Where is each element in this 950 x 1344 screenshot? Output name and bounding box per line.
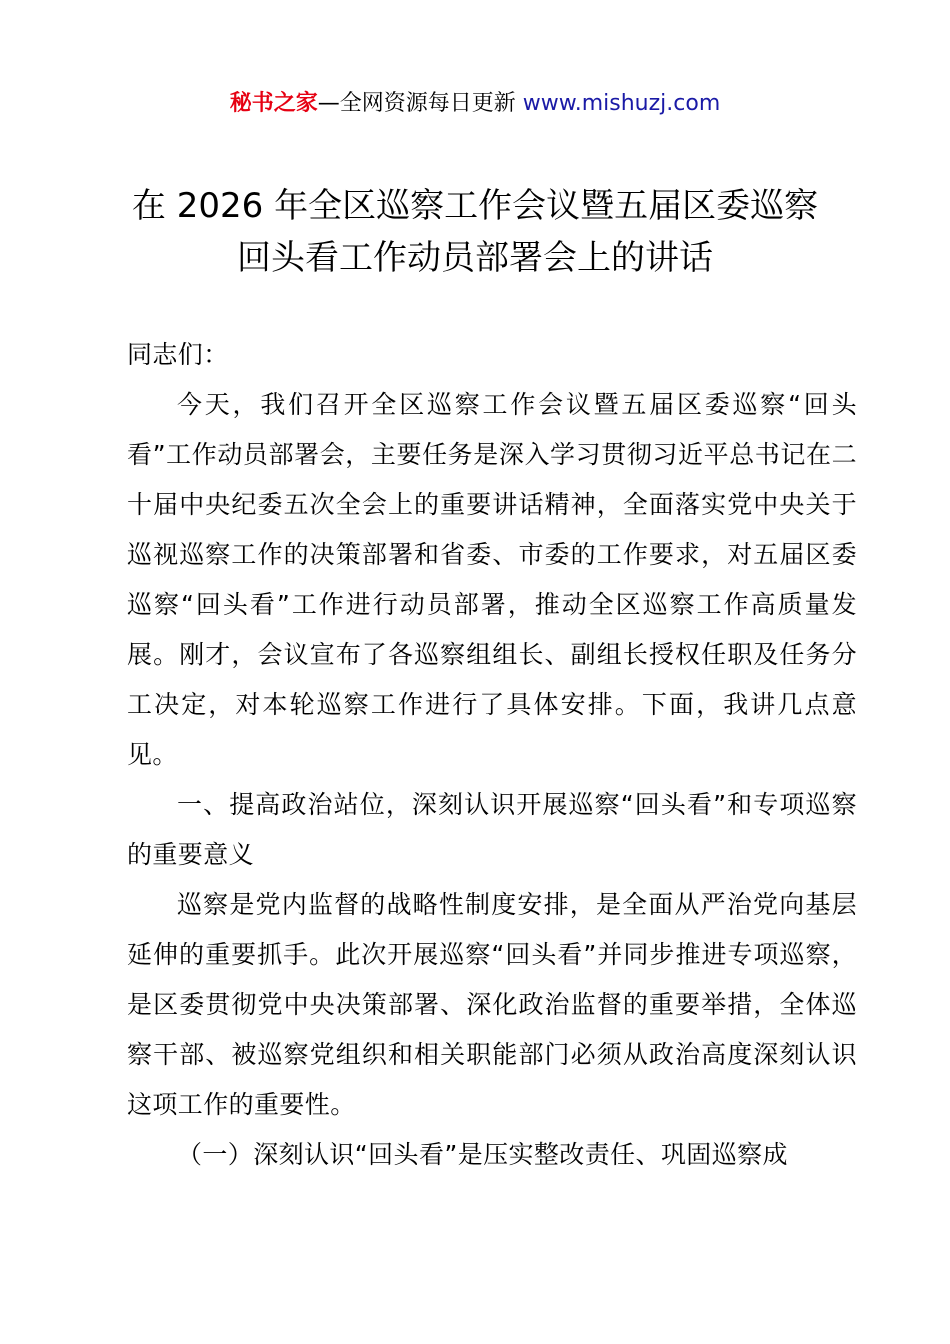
site-brand: 秘书之家: [229, 91, 318, 116]
site-slogan: —全网资源每日更新: [317, 91, 523, 116]
document-body: [127, 330, 857, 1180]
title-line-1: 在 2026 年全区巡察工作会议暨五届区委巡察: [131, 186, 819, 226]
subsection-1-heading: （一）深刻认识“回头看”是压实整改责任、巩固巡察成: [177, 1140, 788, 1169]
greeting: 同志们：: [127, 340, 229, 369]
intro-paragraph: 今天，我们召开全区巡察工作会议暨五届区委巡察“回头看”工作动员部署会，主要任务是深入学习贯彻习近平总书记在二十届中央纪委五次全会上的重要讲话精神，全面落实党中央关于巡视巡察工作的决策部署和省委、市委的工作要求，对五届区委巡察“回头看”工作进行动员部署，推动全区巡察工作高质量发展。刚才，会议宣布了各巡察组组长、副组长授权任职及任务分工决定，对本轮巡察工作进行了具体安排。下面，我讲几点意见。: [127, 390, 857, 769]
section-1-paragraph: 巡察是党内监督的战略性制度安排，是全面从严治党向基层延伸的重要抓手。此次开展巡察“回头看”并同步推进专项巡察，是区委贯彻党中央决策部署、深化政治监督的重要举措，全体巡察干部、被巡察党组织和相关职能部门必须从政治高度深刻认识这项工作的重要性。: [127, 890, 857, 1119]
site-header: [0, 88, 950, 120]
document-title: [0, 180, 950, 284]
section-1-heading: 一、提高政治站位，深刻认识开展巡察“回头看”和专项巡察的重要意义: [127, 790, 857, 869]
site-url-link[interactable]: www.mishuzj.com: [522, 91, 721, 116]
title-line-2: 回头看工作动员部署会上的讲话: [237, 238, 713, 278]
